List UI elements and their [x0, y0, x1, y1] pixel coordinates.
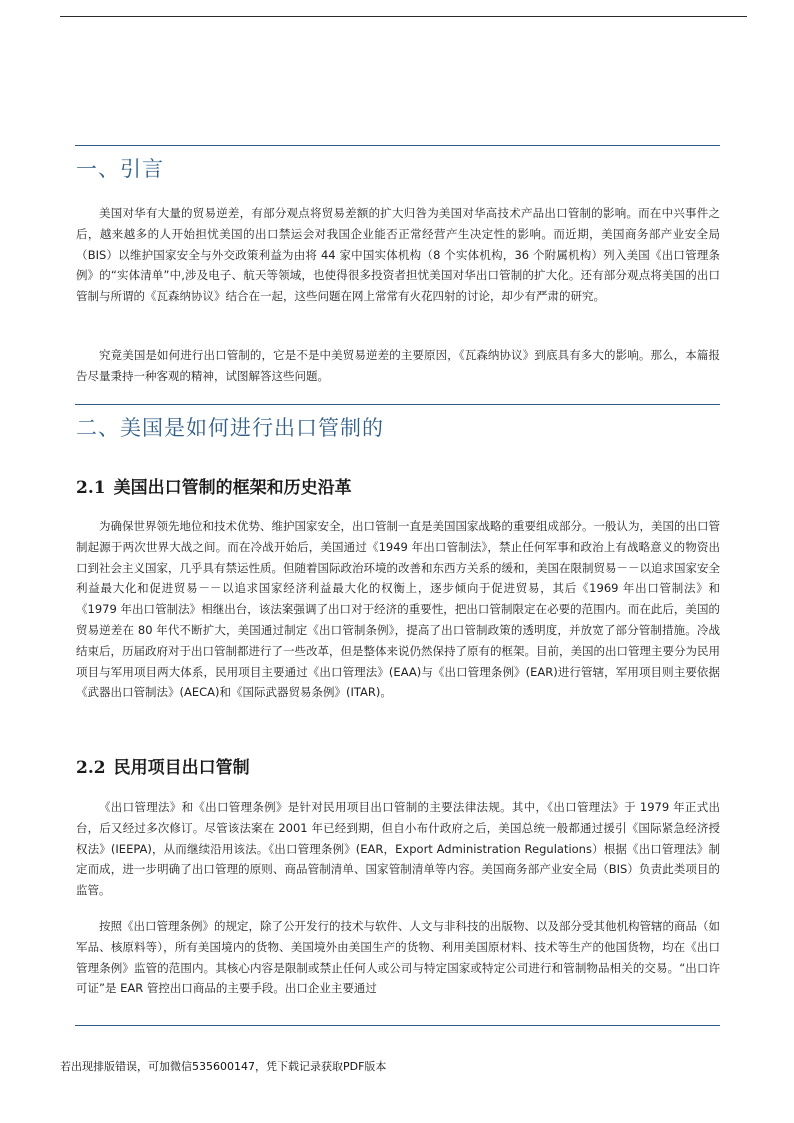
subsection-title: 美国出口管制的框架和历史沿革	[113, 478, 352, 498]
footer-rule	[75, 1025, 720, 1026]
header-rule	[60, 16, 747, 17]
subsection-number: 2.2	[76, 758, 106, 778]
section-divider	[75, 145, 720, 146]
subsection-heading-2-1	[76, 473, 352, 498]
section-heading-export-control: 二、美国是如何进行出口管制的	[76, 416, 384, 440]
paragraph: 《出口管理法》和《出口管理条例》是针对民用项目出口管制的主要法律法规。其中，《出口管理法》于 1979 年正式出台，后又经过多次修订。尽管该法案在 2001 年已经到期，但自小布什政府之后，美国总统一般都通过援引《国际紧急经济授权法》(IEEPA)，从而继续沿用该法。《出口管理条例》(EAR，Export Administration Regulations）根据《出口管理法》制定而成，进一步明确了出口管理的原则、商品管制清单、国家管制清单等内容。美国商务部产业安全局（BIS）负责此类项目的监管。	[76, 800, 720, 898]
paragraph: 按照《出口管理条例》的规定，除了公开发行的技术与软件、人文与非科技的出版物、以及部分受其他机构管辖的商品（如军品、核原料等），所有美国境内的货物、美国境外由美国生产的货物、利用美国原材料、技术等生产的他国货物，均在《出口管理条例》监管的范围内。其核心内容是限制或禁止任何人或公司与特定国家或特定公司进行和管制物品相关的交易。“出口许可证”是 EAR 管控出口商品的主要手段。出口企业主要通过	[76, 919, 720, 996]
paragraph: 究竟美国是如何进行出口管制的，它是不是中美贸易逆差的主要原因，《瓦森纳协议》到底具有多大的影响。那么，本篇报告尽量秉持一种客观的精神，试图解答这些问题。	[76, 348, 720, 383]
paragraph: 为确保世界领先地位和技术优势、维护国家安全，出口管制一直是美国国家战略的重要组成部分。一般认为，美国的出口管制起源于两次世界大战之间。而在冷战开始后，美国通过《1949 年出口管制法》，禁止任何军事和政治上有战略意义的物资出口到社会主义国家，几乎具有禁运性质。但随着国际政治环境的改善和东西方关系的缓和，美国在限制贸易－－以追求国家安全利益最大化和促进贸易－－以追求国家经济利益最大化的权衡上，逐步倾向于促进贸易，其后《1969 年出口管制法》和《1979 年出口管制法》相继出台，该法案强调了出口对于经济的重要性，把出口管制限定在必要的范围内。而在此后，美国的贸易逆差在 80 年代不断扩大，美国通过制定《出口管制条例》，提高了出口管制政策的透明度，并放宽了部分管制措施。冷战结束后，历届政府对于出口管制都进行了一些改革，但是整体来说仍然保持了原有的框架。目前，美国的出口管理主要分为民用项目与军用项目两大体系，民用项目主要通过《出口管理法》(EAA)与《出口管理条例》(EAR)进行管辖，军用项目则主要依据《武器出口管制法》(AECA)和《国际武器贸易条例》(ITAR)。	[76, 519, 720, 700]
section-heading-introduction: 一、引言	[76, 157, 164, 181]
footer-note: 若出现排版错误，可加微信535600147，凭下载记录获取PDF版本	[60, 1060, 387, 1073]
subsection-number: 2.1	[76, 478, 106, 498]
subsection-title: 民用项目出口管制	[113, 758, 250, 778]
section-divider	[75, 404, 720, 405]
paragraph: 美国对华有大量的贸易逆差，有部分观点将贸易差额的扩大归咎为美国对华高技术产品出口管制的影响。而在中兴事件之后，越来越多的人开始担忧美国的出口禁运会对我国企业能否正常经营产生决定性的影响。而近期，美国商务部产业安全局（BIS）以维护国家安全与外交政策利益为由将 44 家中国实体机构（8 个实体机构，36 个附属机构）列入美国《出口管理条例》的“实体清单”中,涉及电子、航天等领域，也使得很多投资者担忧美国对华出口管制的扩大化。还有部分观点将美国的出口管制与所谓的《瓦森纳协议》结合在一起，这些问题在网上常常有火花四射的讨论，却少有严肃的研究。	[76, 206, 720, 304]
subsection-heading-2-2	[76, 753, 250, 778]
